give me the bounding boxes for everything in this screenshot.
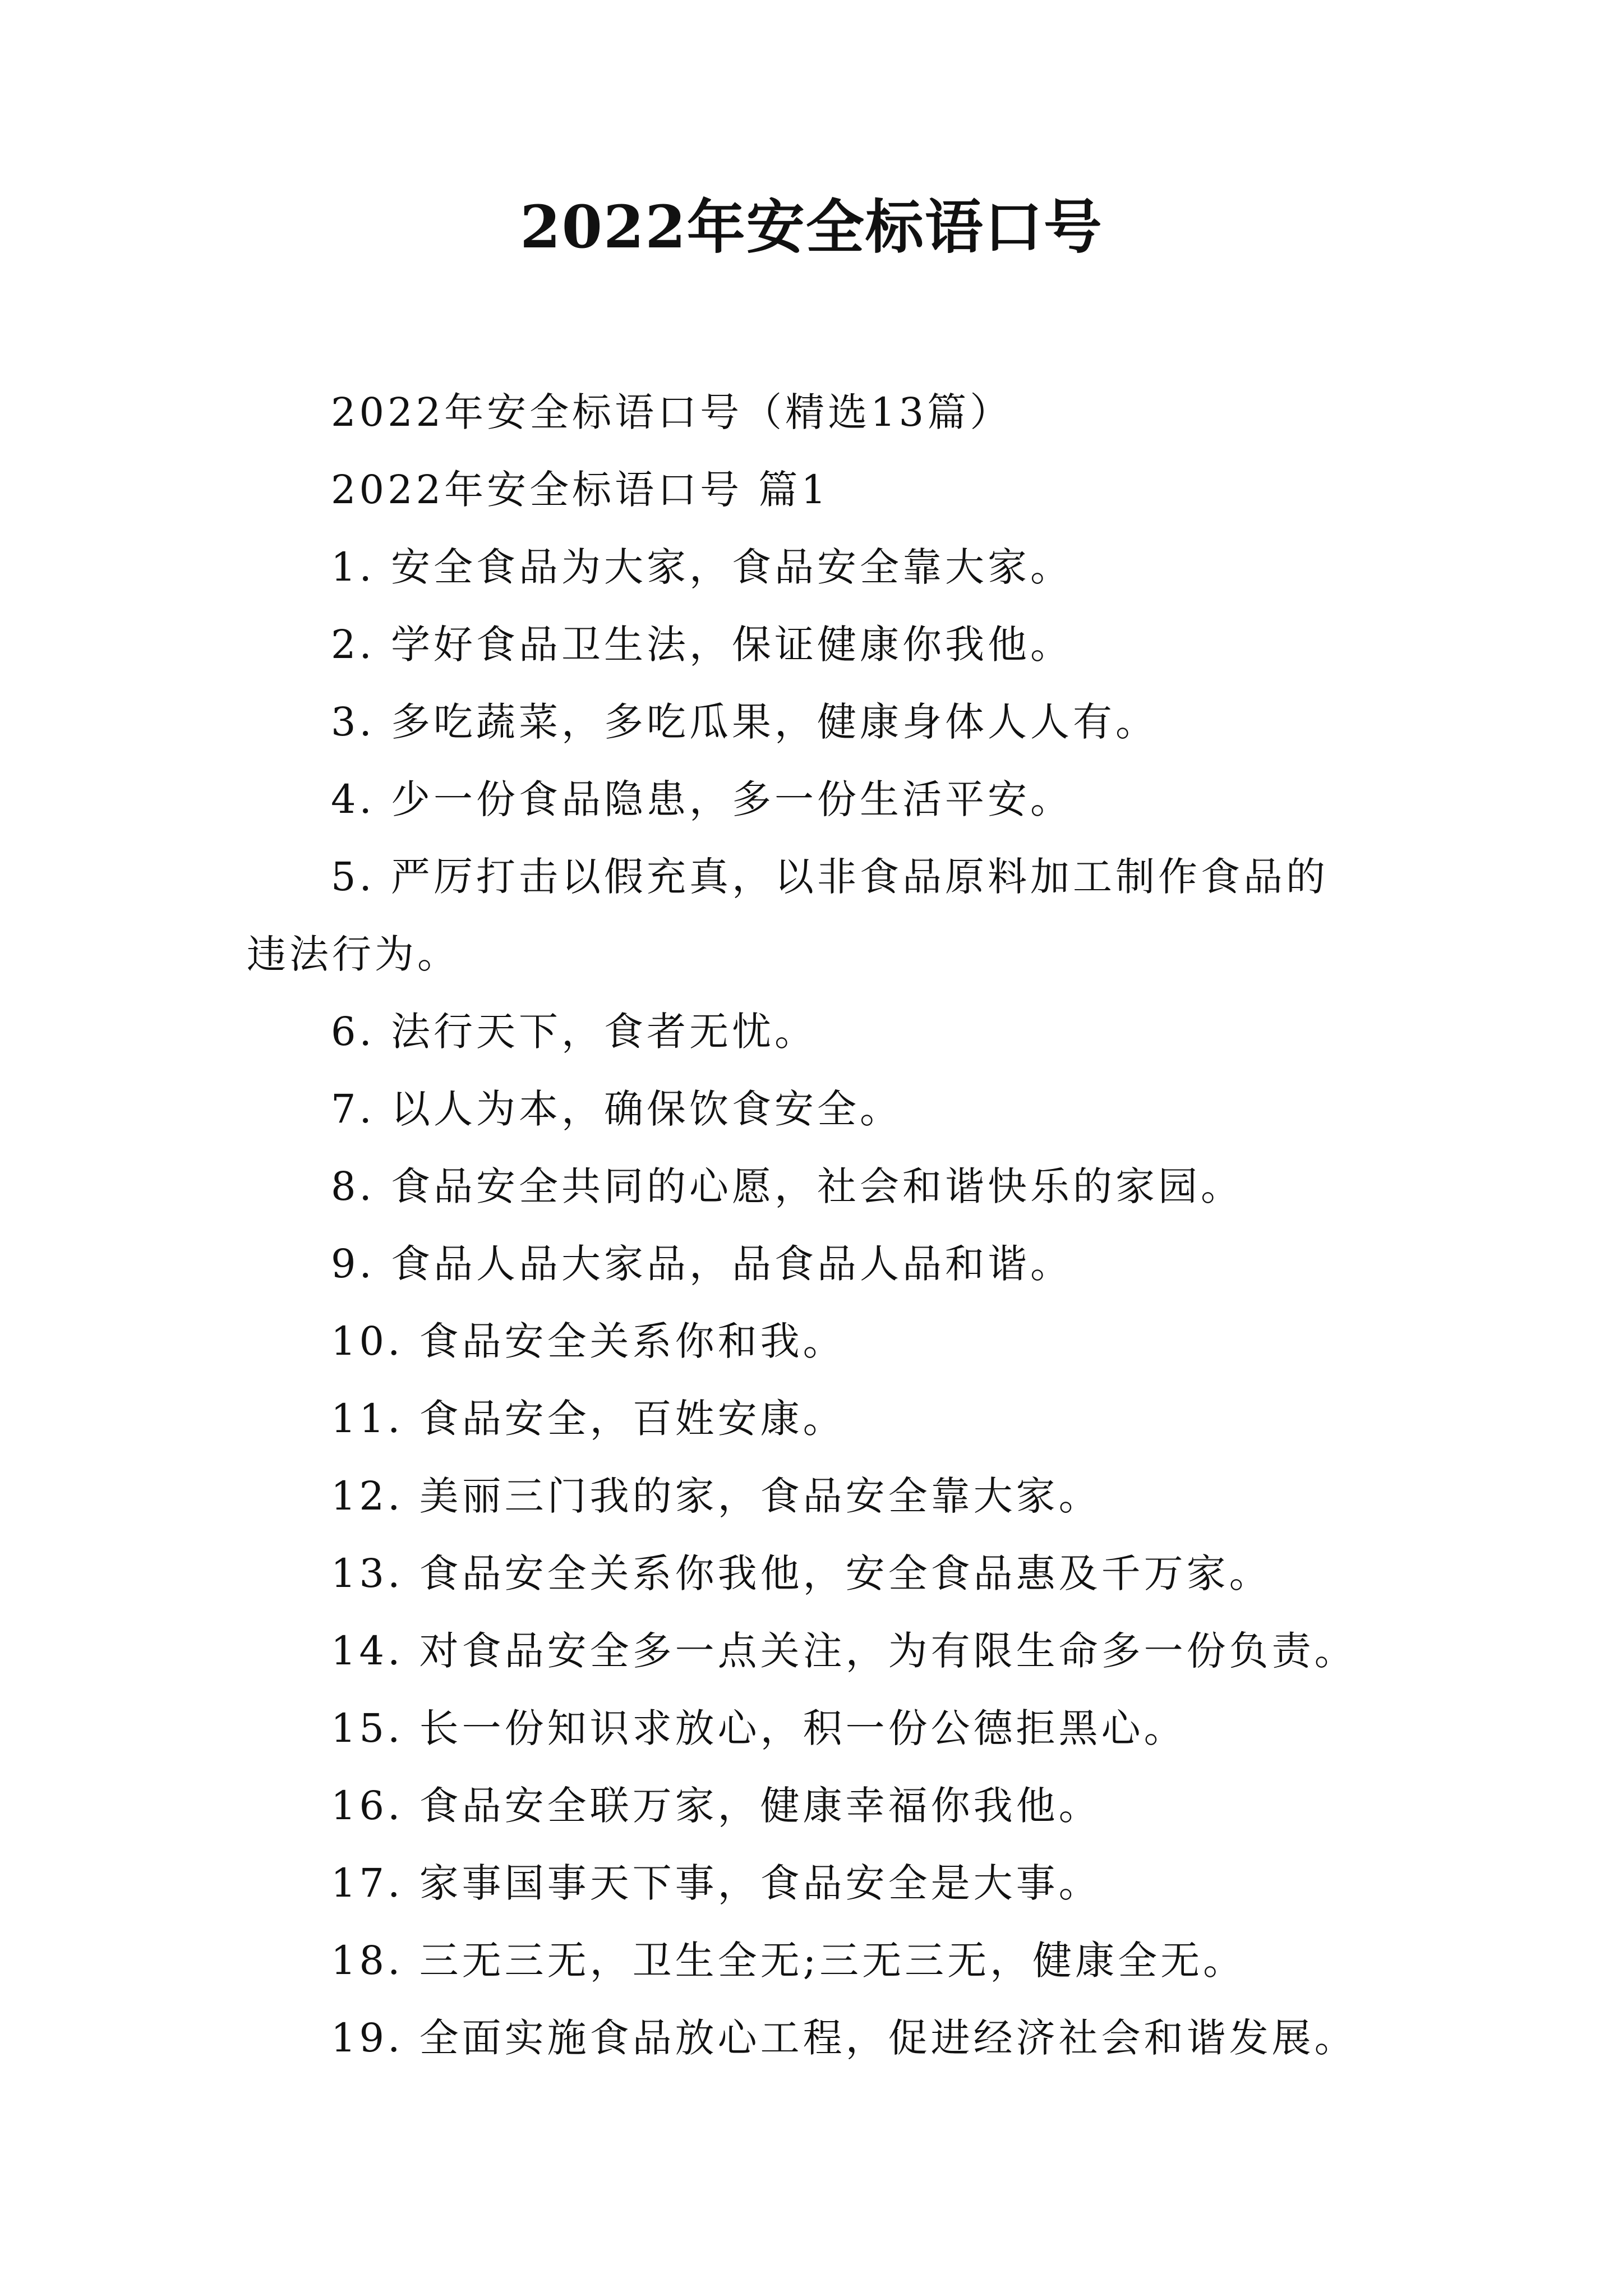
slogan-item: 14. 对食品安全多一点关注，为有限生命多一份负责。 — [331, 1628, 1357, 1674]
slogan-item: 7. 以人为本，确保饮食安全。 — [331, 1086, 903, 1132]
document-subtitle: 2022年安全标语口号（精选13篇） — [331, 389, 1013, 435]
slogan-item: 13. 食品安全关系你我他，安全食品惠及千万家。 — [331, 1550, 1272, 1596]
slogan-item: 11. 食品安全，百姓安康。 — [331, 1396, 846, 1442]
slogan-item: 12. 美丽三门我的家，食品安全靠大家。 — [331, 1473, 1101, 1519]
slogan-item: 8. 食品安全共同的心愿，社会和谐快乐的家园。 — [331, 1163, 1244, 1209]
slogan-item: 19. 全面实施食品放心工程，促进经济社会和谐发展。 — [331, 2015, 1357, 2061]
slogan-item: 16. 食品安全联万家，健康幸福你我他。 — [331, 1783, 1101, 1829]
slogan-item: 5. 严厉打击以假充真，以非食品原料加工制作食品的 — [331, 854, 1329, 900]
slogan-item: 10. 食品安全关系你和我。 — [331, 1318, 846, 1364]
document-title: 2022年安全标语口号 — [520, 192, 1103, 261]
section-heading: 2022年安全标语口号 篇1 — [331, 467, 829, 513]
slogan-item: 17. 家事国事天下事，食品安全是大事。 — [331, 1860, 1101, 1906]
slogan-item: 15. 长一份知识求放心，积一份公德拒黑心。 — [331, 1705, 1187, 1751]
slogan-item: 4. 少一份食品隐患，多一份生活平安。 — [331, 776, 1073, 822]
slogan-item: 2. 学好食品卫生法，保证健康你我他。 — [331, 622, 1073, 668]
slogan-item: 1. 安全食品为大家，食品安全靠大家。 — [331, 544, 1073, 590]
slogan-item: 18. 三无三无，卫生全无;三无三无，健康全无。 — [331, 1938, 1246, 1984]
slogan-item-continuation: 违法行为。 — [247, 931, 460, 977]
slogan-item: 9. 食品人品大家品，品食品人品和谐。 — [331, 1241, 1073, 1287]
slogan-item: 3. 多吃蔬菜，多吃瓜果，健康身体人人有。 — [331, 699, 1159, 745]
slogan-item: 6. 法行天下，食者无忧。 — [331, 1009, 818, 1055]
